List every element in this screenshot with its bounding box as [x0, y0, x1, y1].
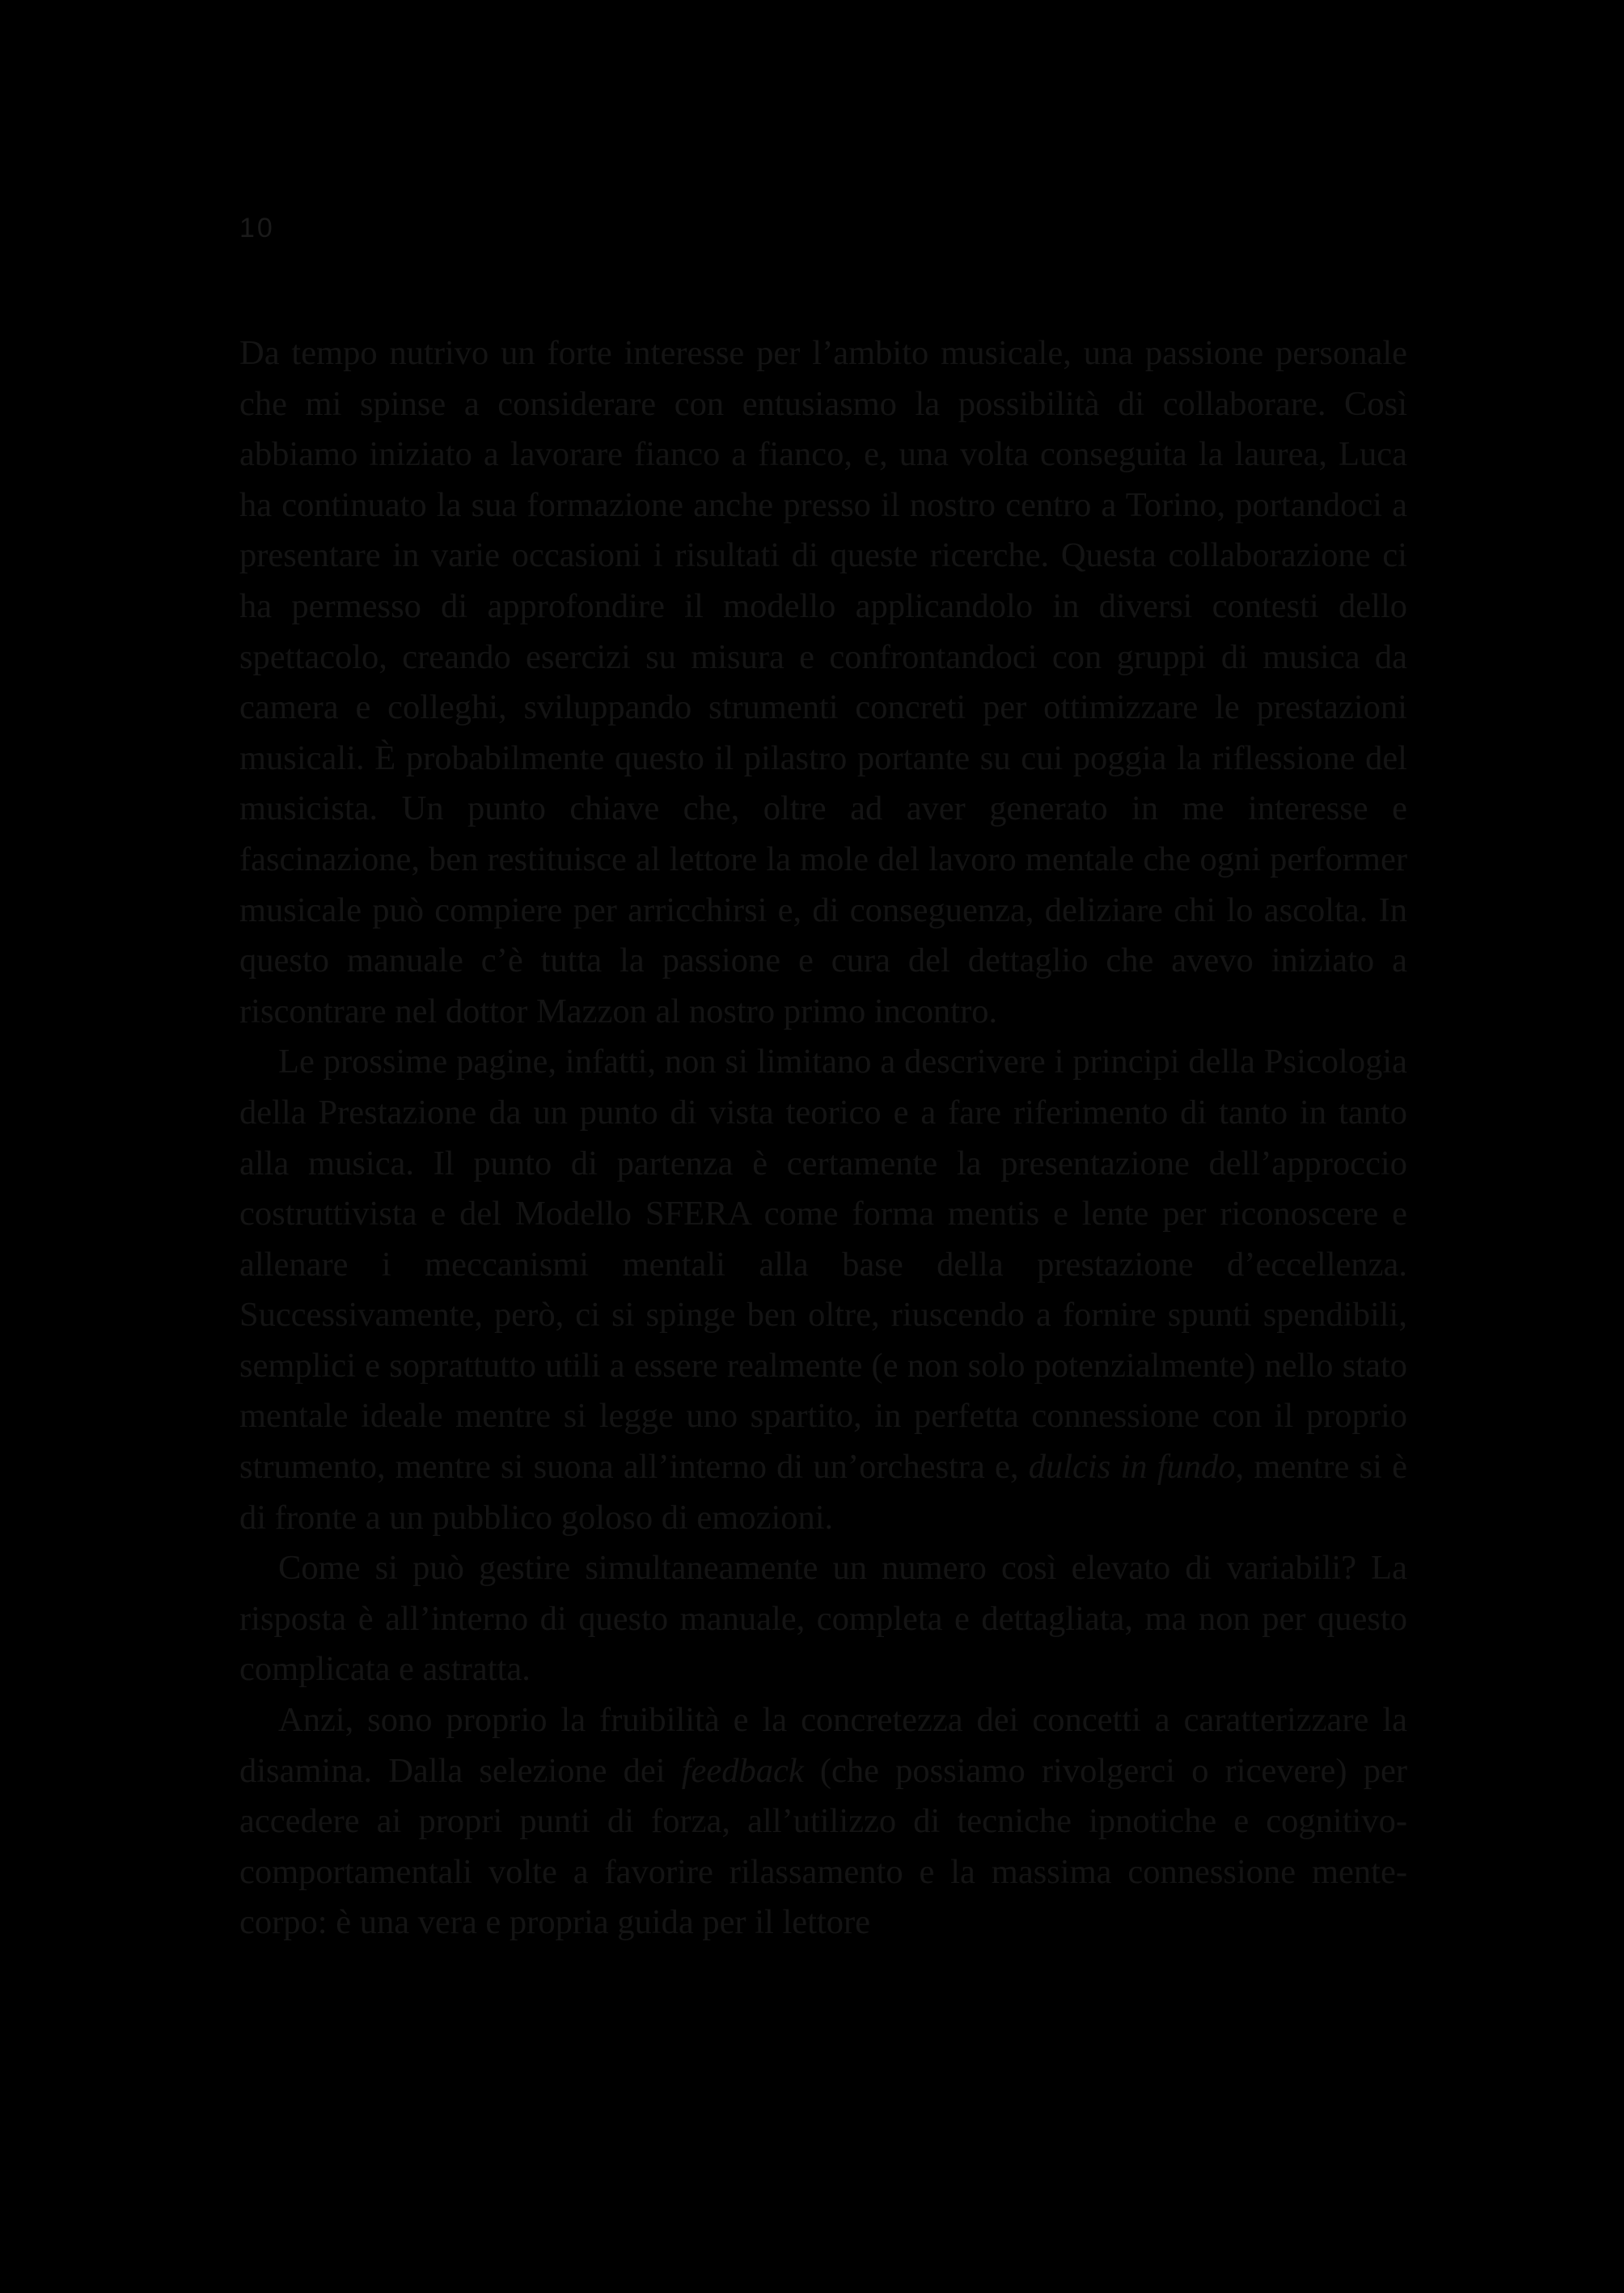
paragraph-4-text-a: Anzi, sono proprio la fruibilità e la concretezza dei concetti a caratterizzare la disamina. Dalla selezione dei — [239, 1701, 1407, 1790]
paragraph-1 — [239, 328, 1407, 1037]
paragraph-4 — [239, 1695, 1407, 1948]
paragraph-2-text-a: Le prossime pagine, infatti, non si limitano a descrivere i principi della Psicologia della Prestazione da un punto di vista teorico e a fare riferimento di tanto in tanto alla musica. Il punto di partenza è certamente la presentazione dell’approccio costruttivista e del Modello SFERA come forma mentis e lente per riconoscere e allenare i meccanismi mentali alla base della prestazione d’eccellenza. Successivamente, però, ci si spinge ben oltre, riuscendo a fornire spunti spendibili, semplici e soprattutto utili a essere realmente (e non solo potenzialmente) nello stato mentale ideale mentre si legge uno spartito, in perfetta connessione con il proprio strumento, mentre si suona all’interno di un’orchestra e, — [239, 1043, 1407, 1487]
paragraph-2-text-b: , mentre si è di fronte a un pubblico goloso di emozioni. — [239, 1448, 1408, 1537]
page-number: 10 — [239, 213, 275, 243]
paragraph-4-text-b: (che possiamo rivolgerci o ricevere) per accedere ai propri punti di forza, all’utilizzo di tecniche ipnotiche e cognitivo-comportamentali volte a favorire rilassamento e la massima connessione mente-corpo: è una vera e propria guida per il lettore — [239, 1751, 1407, 1942]
body-text — [239, 328, 1407, 1948]
paragraph-2 — [239, 1037, 1407, 1543]
paragraph-3-text: Come si può gestire simultaneamente un numero così elevato di variabili? La risposta è all’interno di questo manuale, completa e dettagliata, ma non per questo complicata e astratta. — [239, 1549, 1407, 1689]
paragraph-4-italic-word: feedback — [681, 1751, 804, 1790]
paragraph-1-text: Da tempo nutrivo un forte interesse per l’ambito musicale, una passione personale che mi spinse a considerare con entusiasmo la possibilità di collaborare. Così abbiamo iniziato a lavorare fianco a fianco, e, una volta conseguita la laurea, Luca ha continuato la sua formazione anche presso il nostro centro a Torino, portandoci a presentare in varie occasioni i risultati di queste ricerche. Questa collaborazione ci ha permesso di approfondire il modello applicandolo in diversi contesti dello spettacolo, creando esercizi su misura e confrontandoci con gruppi di musica da camera e colleghi, sviluppando strumenti concreti per ottimizzare le prestazioni musicali. È probabilmente questo il pilastro portante su cui poggia la riflessione del musicista. Un punto chiave che, oltre ad aver generato in me interesse e fascinazione, ben restituisce al lettore la mole del lavoro mentale che ogni performer musicale può compiere per arricchirsi e, di conseguenza, deliziare chi lo ascolta. In questo manuale c’è tutta la passione e cura del dettaglio che avevo iniziato a riscontrare nel dottor Mazzon al nostro primo incontro. — [239, 334, 1407, 1030]
paragraph-2-italic-phrase: dulcis in fundo — [1028, 1448, 1236, 1487]
paragraph-3 — [239, 1543, 1407, 1695]
